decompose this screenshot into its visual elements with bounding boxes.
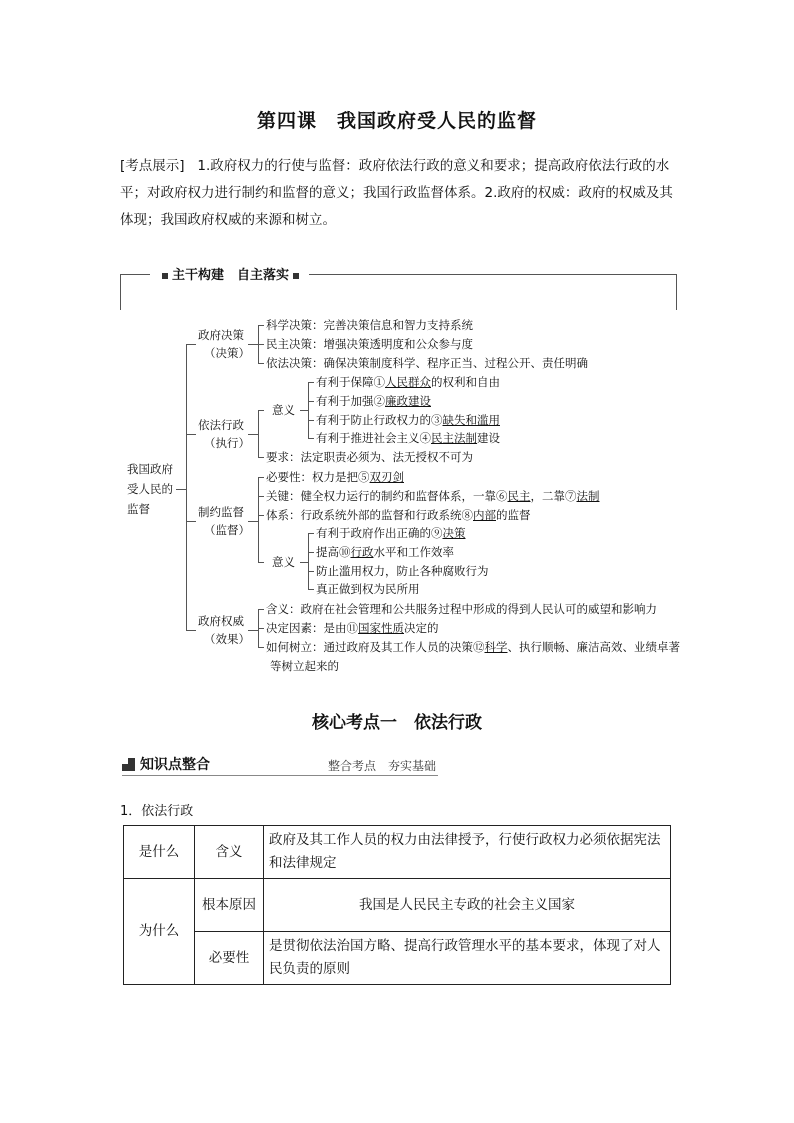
- map-root-line2: 受人民的: [127, 482, 173, 496]
- supervision-system: 体系：行政系统外部的监督和行政系统⑧内部的监督: [266, 508, 531, 522]
- lawful-requirement: 要求：法定职责必须为、法无授权不可为: [266, 450, 473, 464]
- supervision-necessity: 必要性：权力是把⑤双刃剑: [266, 470, 404, 484]
- supervision-meaning-4: 真正做到权为民所用: [316, 582, 420, 596]
- lawful-meaning-1: 有利于保障①人民群众的权利和自由: [316, 375, 500, 389]
- section-header: [152, 264, 309, 283]
- lawful-meaning-2: 有利于加强②廉政建设: [316, 394, 431, 408]
- branch-supervision-sub: （监督）: [204, 523, 250, 537]
- intro-tag: [考点展示]: [120, 158, 185, 174]
- knowledge-label: 知识点整合: [140, 757, 210, 773]
- table-cell: 含义: [195, 826, 264, 879]
- table-cell: 为什么: [124, 879, 195, 985]
- branch-authority-title: 政府权威: [198, 614, 244, 628]
- supervision-meaning-3: 防止滥用权力，防止各种腐败行为: [316, 564, 489, 578]
- intro-paragraph: [120, 153, 676, 234]
- intro-text: 1.政府权力的行使与监督：政府依法行政的意义和要求；提高政府依法行政的水平；对政府权力进行制约和监督的意义；我国行政监督体系。2.政府的权威：政府的权威及其体现；我国政府权威的来源和树立。: [120, 158, 673, 228]
- knowledge-header: [122, 754, 438, 780]
- knowledge-sub: 整合考点 夯实基础: [328, 759, 437, 773]
- branch-policy-title: 政府决策: [198, 328, 244, 342]
- policy-item-3: 依法决策：确保决策制度科学、程序正当、过程公开、责任明确: [266, 356, 588, 370]
- policy-item-1: 科学决策：完善决策信息和智力支持系统: [266, 318, 473, 332]
- supervision-meaning-2: 提高⑩行政水平和工作效率: [316, 545, 454, 559]
- table-cell: 我国是人民民主专政的社会主义国家: [264, 879, 671, 932]
- branch-lawful-sub: （执行）: [204, 436, 250, 450]
- table-cell: 根本原因: [195, 879, 264, 932]
- section-header-label: 主干构建 自主落实: [172, 268, 290, 283]
- page-title: 第四课 我国政府受人民的监督: [256, 110, 537, 132]
- policy-item-2: 民主决策：增强决策透明度和公众参与度: [266, 337, 473, 351]
- map-root-line1: 我国政府: [127, 462, 173, 476]
- branch-policy-sub: （决策）: [204, 346, 250, 360]
- authority-factor: 决定因素：是由⑪国家性质决定的: [266, 621, 439, 635]
- lawful-meaning-label: 意义: [272, 403, 295, 417]
- branch-lawful-title: 依法行政: [198, 418, 244, 432]
- table-row: [124, 879, 671, 932]
- sub-heading: 1．依法行政: [120, 804, 194, 819]
- table-row: [124, 826, 671, 879]
- square-bullet-icon: [293, 273, 299, 279]
- table-cell: 是贯彻依法治国方略、提高行政管理水平的基本要求，体现了对人民负责的原则: [264, 932, 671, 985]
- branch-authority-sub: （效果）: [204, 632, 250, 646]
- lawful-admin-table: [123, 825, 671, 985]
- supervision-key: 关键：健全权力运行的制约和监督体系，一靠⑥民主，二靠⑦法制: [266, 489, 600, 503]
- supervision-meaning-label: 意义: [272, 555, 295, 569]
- authority-meaning: 含义：政府在社会管理和公共服务过程中形成的得到人民认可的威望和影响力: [266, 602, 657, 616]
- table-row: [124, 932, 671, 985]
- lawful-meaning-4: 有利于推进社会主义④民主法制建设: [316, 431, 500, 445]
- section-frame: [120, 262, 676, 310]
- table-cell: 必要性: [195, 932, 264, 985]
- table-cell: 是什么: [124, 826, 195, 879]
- branch-supervision-title: 制约监督: [198, 505, 244, 519]
- square-bullet-icon: [162, 273, 168, 279]
- map-root-line3: 监督: [127, 502, 150, 516]
- supervision-meaning-1: 有利于政府作出正确的⑨决策: [316, 526, 466, 540]
- authority-how-cont: 等树立起来的: [270, 659, 339, 673]
- table-cell: 政府及其工作人员的权力由法律授予，行使行政权力必须依据宪法和法律规定: [264, 826, 671, 879]
- core-topic-title: 核心考点一 依法行政: [312, 713, 482, 733]
- lawful-meaning-3: 有利于防止行政权力的③缺失和滥用: [316, 413, 500, 427]
- authority-how: 如何树立：通过政府及其工作人员的决策⑫科学、执行顺畅、廉洁高效、业绩卓著: [266, 640, 680, 654]
